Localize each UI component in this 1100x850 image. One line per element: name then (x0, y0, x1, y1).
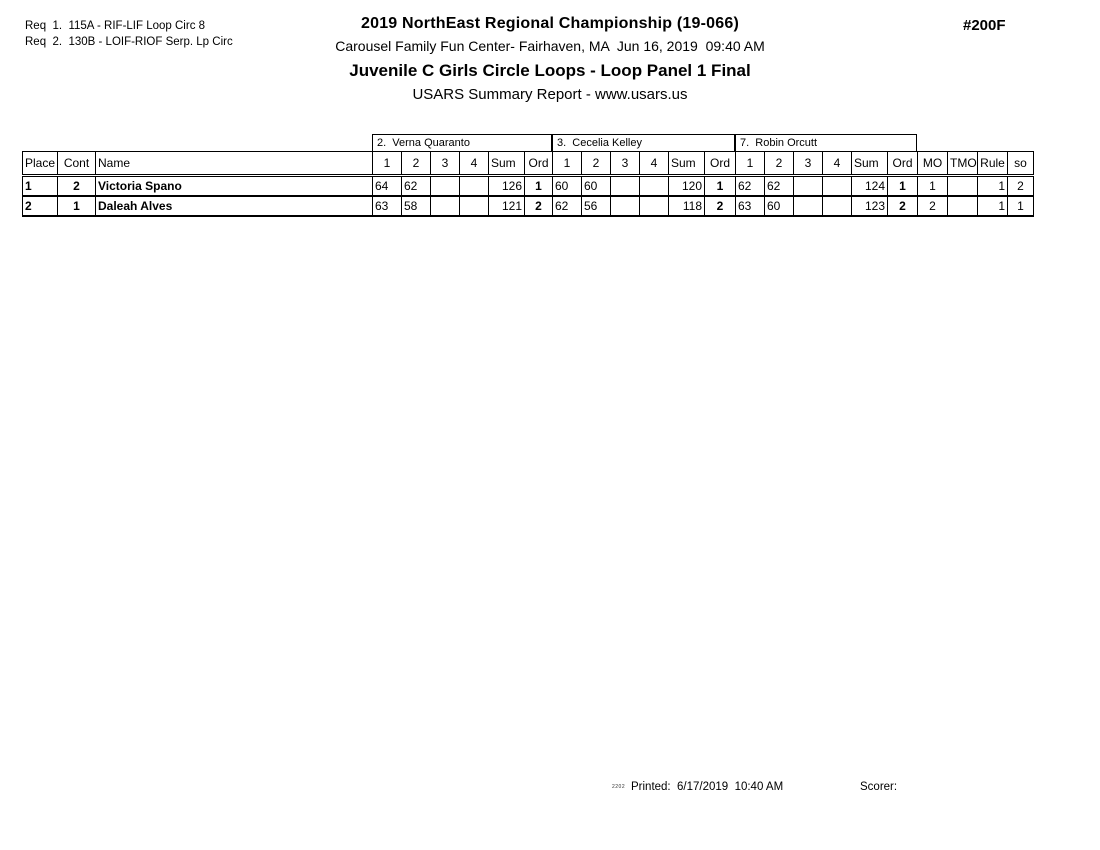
col-header-j3-sum: Sum (852, 152, 888, 176)
cell-j2-ordinal: 2 (705, 196, 736, 216)
cell-j3-score4 (823, 196, 852, 216)
cell-place: 1 (23, 176, 58, 196)
col-header-so: so (1008, 152, 1034, 176)
cell-place: 2 (23, 196, 58, 216)
version-mark: 2202 (612, 784, 626, 790)
cell-cont: 1 (58, 196, 96, 216)
cell-j1-score2: 62 (402, 176, 431, 196)
cell-j3-score3 (794, 196, 823, 216)
col-header-cont: Cont (58, 152, 96, 176)
col-header-j1-s1: 1 (373, 152, 402, 176)
cell-j2-sum: 118 (669, 196, 705, 216)
cell-cont: 2 (58, 176, 96, 196)
requirement-line-1: Req 1. 115A - RIF-LIF Loop Circ 8 (25, 20, 206, 32)
cell-j3-score3 (794, 176, 823, 196)
judge-header-1: 2. Verna Quaranto (372, 134, 552, 151)
cell-j3-score1: 63 (736, 196, 765, 216)
cell-j3-sum: 124 (852, 176, 888, 196)
printed-timestamp: Printed: 6/17/2019 10:40 AM (631, 781, 784, 793)
cell-skater-name: Daleah Alves (96, 196, 373, 216)
cell-j2-score4 (640, 176, 669, 196)
col-header-j2-sum: Sum (669, 152, 705, 176)
col-header-j2-s2: 2 (582, 152, 611, 176)
results-table-area (22, 134, 1033, 217)
col-header-j3-s4: 4 (823, 152, 852, 176)
cell-j2-score3 (611, 196, 640, 216)
cell-j2-sum: 120 (669, 176, 705, 196)
cell-j3-score2: 60 (765, 196, 794, 216)
cell-j2-score3 (611, 176, 640, 196)
col-header-j1-ord: Ord (525, 152, 553, 176)
report-header (0, 15, 1100, 103)
col-header-j2-s3: 3 (611, 152, 640, 176)
cell-j2-score4 (640, 196, 669, 216)
col-header-j1-sum: Sum (489, 152, 525, 176)
col-header-name: Name (96, 152, 373, 176)
judge-header-3: 7. Robin Orcutt (735, 134, 917, 151)
cell-mo: 1 (918, 176, 948, 196)
cell-so: 1 (1008, 196, 1034, 216)
cell-j3-sum: 123 (852, 196, 888, 216)
cell-j1-score4 (460, 176, 489, 196)
cell-tmo (948, 196, 978, 216)
col-header-mo: MO (918, 152, 948, 176)
cell-j2-score2: 60 (582, 176, 611, 196)
judge-header-2: 3. Cecelia Kelley (552, 134, 735, 151)
col-header-j3-s1: 1 (736, 152, 765, 176)
cell-j3-ordinal: 2 (888, 196, 918, 216)
cell-j2-score1: 62 (553, 196, 582, 216)
table-row (23, 176, 1034, 196)
cell-j1-ordinal: 2 (525, 196, 553, 216)
cell-j1-score3 (431, 196, 460, 216)
col-header-rule: Rule (978, 152, 1008, 176)
cell-j1-score2: 58 (402, 196, 431, 216)
col-header-j2-s1: 1 (553, 152, 582, 176)
scorer-label: Scorer: (860, 781, 898, 793)
cell-j2-ordinal: 1 (705, 176, 736, 196)
requirement-line-2: Req 2. 130B - LOIF-RIOF Serp. Lp Circ (25, 36, 233, 48)
cell-skater-name: Victoria Spano (96, 176, 373, 196)
cell-mo: 2 (918, 196, 948, 216)
championship-title: 2019 NorthEast Regional Championship (19-066) (361, 15, 739, 32)
event-title: Juvenile C Girls Circle Loops - Loop Panel 1 Final (349, 61, 751, 80)
col-header-j1-s3: 3 (431, 152, 460, 176)
cell-j2-score1: 60 (553, 176, 582, 196)
report-number: #200F (963, 17, 1006, 34)
cell-rule: 1 (978, 196, 1008, 216)
venue-date-line: Carousel Family Fun Center- Fairhaven, MA Jun 16, 2019 09:40 AM (335, 38, 765, 54)
cell-j3-ordinal: 1 (888, 176, 918, 196)
table-row (23, 196, 1034, 216)
cell-j1-ordinal: 1 (525, 176, 553, 196)
col-header-place: Place (23, 152, 58, 176)
cell-tmo (948, 176, 978, 196)
results-table (22, 151, 1034, 217)
cell-j3-score1: 62 (736, 176, 765, 196)
col-header-j1-s4: 4 (460, 152, 489, 176)
col-header-j3-s2: 2 (765, 152, 794, 176)
cell-j1-score4 (460, 196, 489, 216)
col-header-j2-s4: 4 (640, 152, 669, 176)
cell-j1-score1: 64 (373, 176, 402, 196)
cell-j1-score1: 63 (373, 196, 402, 216)
col-header-j2-ord: Ord (705, 152, 736, 176)
cell-j2-score2: 56 (582, 196, 611, 216)
cell-j1-sum: 121 (489, 196, 525, 216)
col-header-tmo: TMO (948, 152, 978, 176)
col-header-j1-s2: 2 (402, 152, 431, 176)
cell-j3-score2: 62 (765, 176, 794, 196)
cell-so: 2 (1008, 176, 1034, 196)
table-header-row (23, 152, 1034, 176)
cell-rule: 1 (978, 176, 1008, 196)
col-header-j3-ord: Ord (888, 152, 918, 176)
cell-j1-score3 (431, 176, 460, 196)
cell-j1-sum: 126 (489, 176, 525, 196)
cell-j3-score4 (823, 176, 852, 196)
col-header-j3-s3: 3 (794, 152, 823, 176)
report-type-line: USARS Summary Report - www.usars.us (412, 86, 688, 103)
